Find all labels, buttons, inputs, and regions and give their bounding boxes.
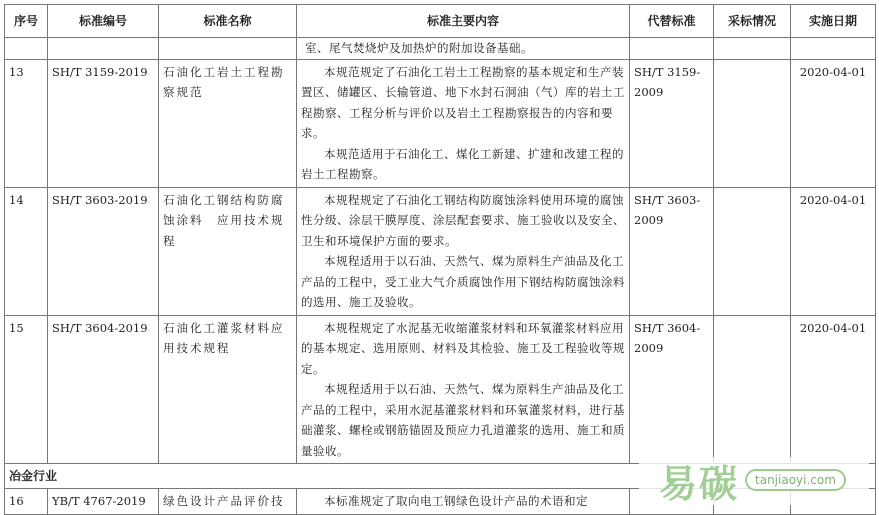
header-row [5,5,876,38]
row-content [297,489,630,515]
content-paragraph: 本标准规定了取向电工钢绿色设计产品的术语和定 [324,494,588,508]
content-paragraph: 本规范规定了石油化工岩土工程勘察的基本规定和生产装置区、储罐区、长输管道、地下水封石洞油（气）库的岩土工程勘察、工程分析与评价以及岩土工程勘察报告的内容和要求。 [301,64,625,140]
header-replace: 代替标准 [630,5,714,38]
row-date: 2020-04-01 [791,187,876,315]
row-no: 16 [5,489,48,515]
watermark-logo: 易碳 [659,461,740,506]
header-code: 标准编号 [48,5,159,38]
watermark-site: tanjiaoyi.com [745,469,846,491]
row-content [297,59,630,187]
row-no: 14 [5,187,48,315]
watermark [659,451,869,509]
table-row [5,59,876,187]
row-name: 石油化工钢结构防腐蚀涂料 应用技术规程 [159,187,297,315]
row-code: SH/T 3603-2019 [48,187,159,315]
row-replace: SH/T 3159-2009 [630,59,714,187]
row-no: 15 [5,315,48,464]
row-name: 绿色设计产品评价技 [159,489,297,515]
row-adopt [714,59,791,187]
row-adopt [714,187,791,315]
header-name: 标准名称 [159,5,297,38]
content-paragraph: 本规程规定了石油化工钢结构防腐蚀涂料使用环境的腐蚀性分级、涂层干膜厚度、涂层配套要求、施工验收以及安全、卫生和环境保护方面的要求。 [301,192,625,248]
row-date: 2020-04-01 [791,315,876,464]
content-paragraph: 本规程适用于以石油、天然气、煤为原料生产油品及化工产品的工程中，采用水泥基灌浆材料和环氧灌浆材料，进行基础灌浆、螺栓或钢筋锚固及预应力孔道灌浆的选用、施工和质量验收。 [301,382,625,458]
row-date: 2020-04-01 [791,59,876,187]
row-code: SH/T 3604-2019 [48,315,159,464]
header-adopt: 采标情况 [714,5,791,38]
row-content [297,315,630,464]
section-label: 冶金行业 [5,464,876,489]
header-content: 标准主要内容 [297,5,630,38]
row-content [297,187,630,315]
table-row [5,315,876,464]
row-name: 石油化工岩土工程勘察规范 [159,59,297,187]
table-row [5,187,876,315]
standards-table [4,4,876,515]
continuation-text: 室、尾气焚烧炉及加热炉的附加设备基础。 [305,41,533,55]
row-name: 石油化工灌浆材料应用技术规程 [159,315,297,464]
header-no: 序号 [5,5,48,38]
content-paragraph: 本规程规定了水泥基无收缩灌浆材料和环氧灌浆材料应用的基本规定、选用原则、材料及其检验、施工及工程验收等规定。 [301,320,625,376]
content-paragraph: 本规程适用于以石油、天然气、煤为原料生产油品及化工产品的工程中，受工业大气介质腐蚀作用下钢结构防腐蚀涂料的选用、施工及验收。 [301,254,625,309]
row-replace: SH/T 3603-2009 [630,187,714,315]
row-adopt [714,315,791,464]
row-code: YB/T 4767-2019 [48,489,159,515]
content-paragraph: 本规范适用于石油化工、煤化工新建、扩建和改建工程的岩土工程勘察。 [301,146,624,181]
header-date: 实施日期 [791,5,876,38]
row-replace: SH/T 3604-2009 [630,315,714,464]
continuation-row [5,38,876,60]
row-no: 13 [5,59,48,187]
row-code: SH/T 3159-2019 [48,59,159,187]
